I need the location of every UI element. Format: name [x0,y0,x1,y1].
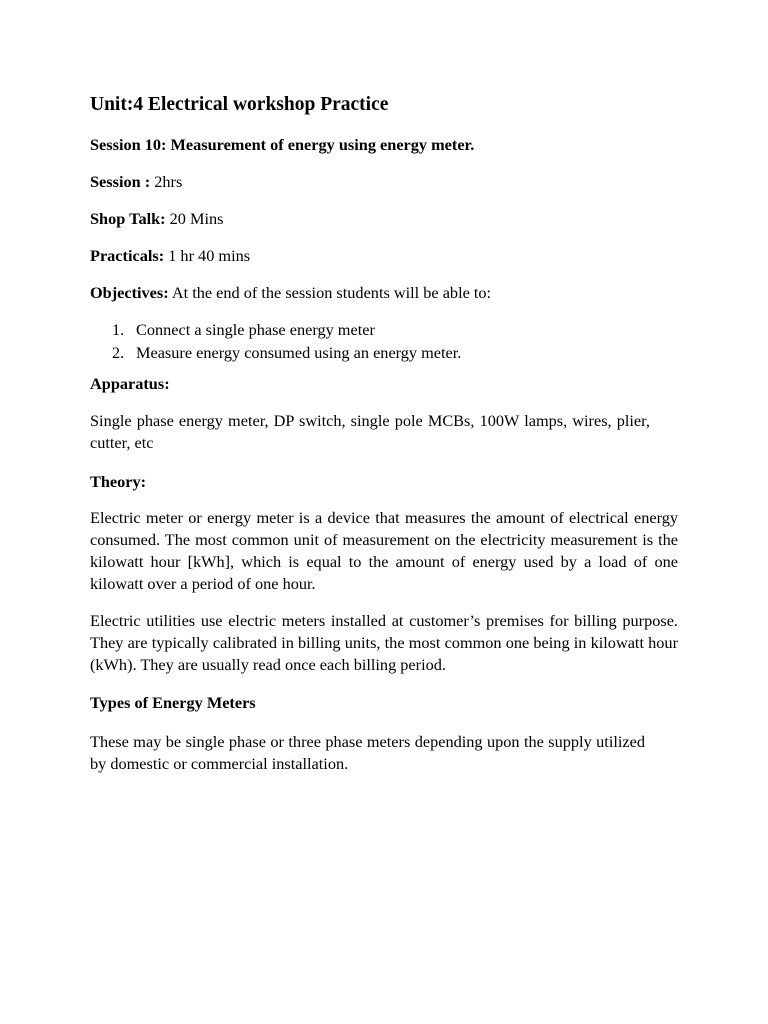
theory-heading: Theory: [90,472,147,491]
shop-talk-value: 20 Mins [165,209,224,228]
objectives-list [90,318,461,364]
list-item-text: Connect a single phase energy meter [136,320,375,339]
theory-paragraph-1: Electric meter or energy meter is a device that measures the amount of electrical energy consumed. The most common unit of measurement on the electricity measurement is the kilowatt hour [kWh], which is equal to the amount of energy used by a load of one kilowatt over a period of one hour. [90,508,678,593]
session-label: Session : [90,172,151,191]
list-item [90,341,461,364]
list-item-text: Measure energy consumed using an energy meter. [136,343,462,362]
types-paragraph: These may be single phase or three phase meters depending upon the supply utilized by domestic or commercial installation. [90,732,645,773]
apparatus-text: Single phase energy meter, DP switch, single pole MCBs, 100W lamps, wires, plier, cutter, etc [90,411,650,452]
objectives-line [90,282,491,304]
session-title: Session 10: Measurement of energy using energy meter. [90,135,475,154]
types-heading: Types of Energy Meters [90,693,256,712]
practicals-line [90,245,250,267]
shop-talk-line [90,208,224,230]
list-item [90,318,461,341]
list-item-number: 2. [112,343,125,362]
objectives-value: At the end of the session students will be able to: [168,283,492,302]
objectives-label: Objectives: [90,283,169,302]
theory-paragraph-2: Electric utilities use electric meters installed at customer’s premises for billing purpose. They are typically calibrated in billing units, the most common one being in kilowatt hour (kWh). They are usually read once each billing period. [90,611,678,674]
list-item-number: 1. [112,320,125,339]
apparatus-heading: Apparatus: [90,374,170,393]
session-duration-line [90,171,182,193]
practicals-value: 1 hr 40 mins [164,246,251,265]
session-value: 2hrs [150,172,183,191]
document-title: Unit:4 Electrical workshop Practice [90,94,389,115]
shop-talk-label: Shop Talk: [90,209,166,228]
practicals-label: Practicals: [90,246,165,265]
